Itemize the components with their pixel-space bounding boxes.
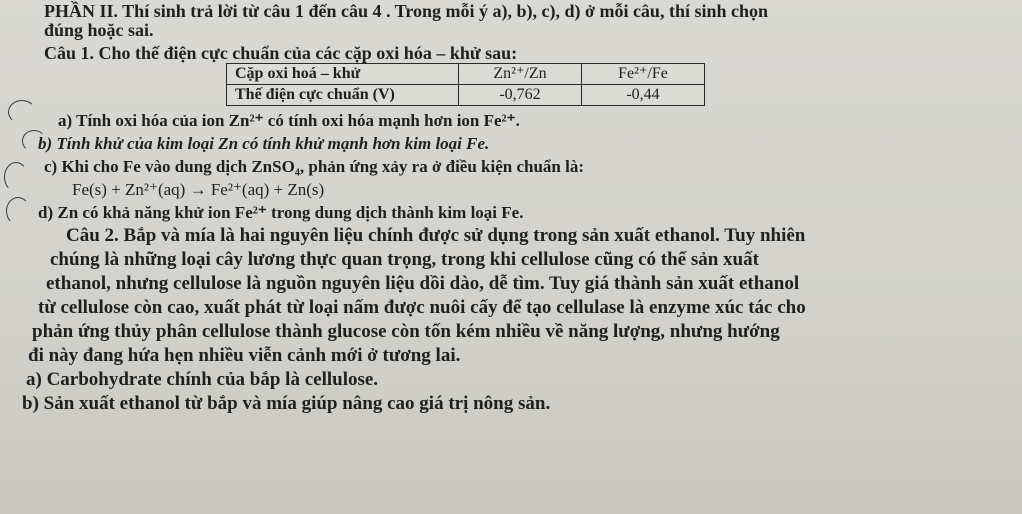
part-heading: PHẦN II. Thí sinh trả lời từ câu 1 đến câu 4 . Trong mỗi ý a), b), c), d) ở mỗi câu, thí sinh chọn <box>44 1 768 21</box>
table-cell: -0,762 <box>459 85 582 106</box>
q2-line-1: Câu 2. Bắp và mía là hai nguyên liệu chính được sử dụng trong sản xuất ethanol. Tuy nhiên <box>66 225 806 246</box>
table-cell: Cặp oxi hoá – khử <box>227 64 459 85</box>
table-cell: Zn²⁺/Zn <box>459 64 582 85</box>
q2-line-3: ethanol, nhưng cellulose là nguồn nguyên liệu dồi dào, dễ tìm. Tuy giá thành sản xuất ethanol <box>46 273 800 294</box>
table-cell: Fe²⁺/Fe <box>582 64 705 85</box>
q1-option-b: b) Tính khử của kim loại Zn có tính khử mạnh hơn kim loại Fe. <box>38 134 490 153</box>
q2-line-2: chúng là những loại cây lương thực quan trọng, trong khi cellulose cũng có thể sản xuất <box>50 249 759 270</box>
table-cell: -0,44 <box>582 85 705 106</box>
pen-mark <box>6 197 30 225</box>
q1-option-d: d) Zn có khả năng khử ion Fe²⁺ trong dung dịch thành kim loại Fe. <box>38 203 524 222</box>
q2-option-b: b) Sản xuất ethanol từ bắp và mía giúp nâng cao giá trị nông sản. <box>22 393 551 414</box>
q2-line-5: phản ứng thủy phân cellulose thành glucose còn tốn kém nhiều về năng lượng, nhưng hướng <box>32 321 780 342</box>
q1-option-c: c) Khi cho Fe vào dung dịch ZnSO₄, phản ứng xảy ra ở điều kiện chuẩn là: <box>44 157 585 176</box>
table-row <box>227 64 705 85</box>
q2-line-4: từ cellulose còn cao, xuất phát từ loại nấm được nuôi cấy để tạo cellulase là enzyme xúc tác cho <box>38 297 806 318</box>
pen-mark <box>8 100 36 124</box>
table-cell: Thế điện cực chuẩn (V) <box>227 85 459 106</box>
q2-line-6: đi này đang hứa hẹn nhiều viễn cảnh mới ở tương lai. <box>28 345 461 366</box>
table-row <box>227 85 705 106</box>
q2-option-a: a) Carbohydrate chính của bắp là cellulose. <box>26 369 379 390</box>
q1-equation: Fe(s) + Zn²⁺(aq) → Fe²⁺(aq) + Zn(s) <box>72 180 325 199</box>
electrode-potential-table <box>226 63 705 106</box>
part-heading-cont: đúng hoặc sai. <box>44 20 154 40</box>
pen-mark <box>4 162 28 192</box>
q1-option-a: a) Tính oxi hóa của ion Zn²⁺ có tính oxi hóa mạnh hơn ion Fe²⁺. <box>58 111 520 130</box>
question-1-stem: Câu 1. Cho thế điện cực chuẩn của các cặp oxi hóa – khử sau: <box>44 43 518 63</box>
